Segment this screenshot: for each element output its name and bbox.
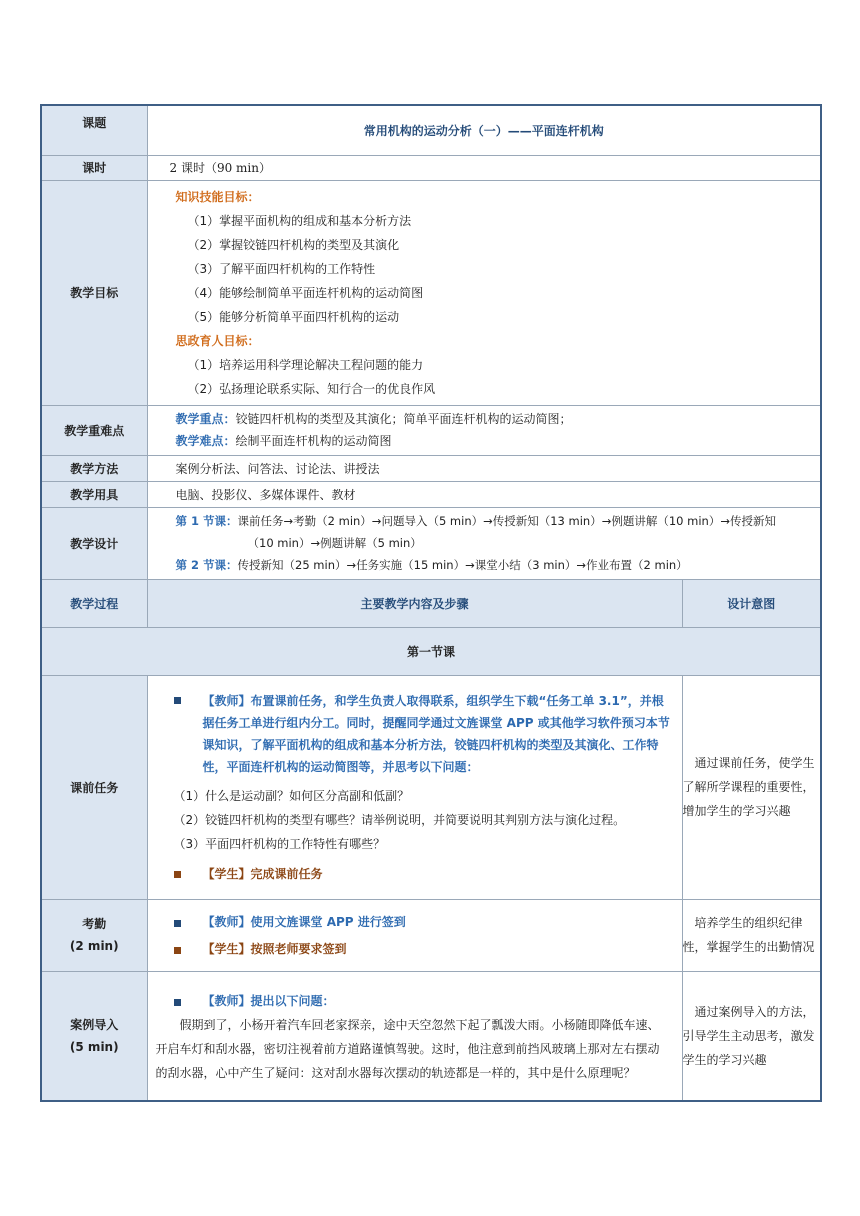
teacher-text: 布置课前任务，和学生负责人取得联系，组织学生下载“任务工单 3.1”，并根据任务工单进行组内分工。同时，提醒同学通过文旌课堂 APP 或其他学习软件预习本节课知识，了解平面机构的组成和基本分析方法，铰链四杆机构的类型及其演化、工作特性，平面连杆机构的运动简图等，并思考以下问题： (202, 694, 670, 774)
methods-value: 案例分析法、问答法、讨论法、讲授法 (147, 455, 821, 481)
knowledge-heading: 知识技能目标： (175, 189, 260, 204)
student-text: 按照老师要求签到 (250, 942, 347, 956)
methods-label: 教学方法 (41, 455, 147, 481)
difficulty-text: 绘制平面连杆机构的运动简图 (235, 434, 392, 448)
case-intro-duration: (5 min) (69, 1039, 119, 1054)
hours-label: 课时 (41, 155, 147, 180)
attendance-label: 考勤 (82, 917, 107, 931)
pre-task-row (41, 675, 821, 899)
case-intro-row (41, 971, 821, 1101)
methods-row (41, 455, 821, 481)
design-content (147, 507, 821, 579)
knowledge-item: （2）掌握铰链四杆机构的类型及其演化 (187, 237, 400, 252)
ideology-item: （1）培养运用科学理论解决工程问题的能力 (187, 357, 424, 372)
teacher-text: 使用文旌课堂 APP 进行签到 (250, 915, 406, 929)
lesson1-label: 第 1 节课： (175, 514, 238, 528)
ideology-heading: 思政育人目标： (175, 333, 260, 348)
student-text: 完成课前任务 (250, 867, 323, 881)
question-item: （3）平面四杆机构的工作特性有哪些？ (173, 837, 386, 851)
student-tag: 【学生】 (202, 942, 251, 956)
section1-row (41, 627, 821, 675)
attendance-intent-text: 培养学生的组织纪律性，掌握学生的出勤情况 (682, 916, 815, 954)
case-intro-label: 案例导入 (70, 1017, 119, 1032)
teacher-tag: 【教师】 (202, 694, 251, 708)
case-intro-label-cell (41, 971, 147, 1101)
case-intro-content (147, 971, 682, 1101)
pre-task-label: 课前任务 (41, 675, 147, 899)
knowledge-item: （3）了解平面四杆机构的工作特性 (187, 261, 376, 276)
hours-value: 2 课时（90 min） (147, 155, 821, 180)
topic-row (41, 105, 821, 155)
lesson2-text: 传授新知（25 min）→任务实施（15 min）→课堂小结（3 min）→作业布置（2 min） (237, 558, 688, 572)
section1-title: 第一节课 (41, 627, 821, 675)
attendance-label-cell (41, 899, 147, 971)
topic-title: 常用机构的运动分析（一）——平面连杆机构 (147, 105, 821, 155)
key-points-content (147, 405, 821, 455)
knowledge-item: （4）能够绘制简单平面连杆机构的运动简图 (187, 285, 424, 300)
knowledge-item: （1）掌握平面机构的组成和基本分析方法 (187, 213, 412, 228)
lesson-plan (40, 104, 820, 1102)
pre-task-student (174, 864, 674, 884)
tools-value: 电脑、投影仪、多媒体课件、教材 (147, 481, 821, 507)
tools-row (41, 481, 821, 507)
lesson1-text-cont: （10 min）→例题讲解（5 min） (247, 536, 422, 550)
bullet-square-icon (174, 947, 181, 954)
key-points-label: 教学重难点 (41, 405, 147, 455)
case-intro-intent (682, 971, 821, 1101)
teacher-tag: 【教师】 (202, 994, 251, 1009)
attendance-student (174, 940, 674, 957)
design-row (41, 507, 821, 579)
attendance-content (147, 899, 682, 971)
question-item: （1）什么是运动副？如何区分高副和低副？ (173, 789, 410, 803)
bullet-square-icon (174, 999, 181, 1006)
teacher-tag: 【教师】 (202, 915, 251, 929)
attendance-teacher (174, 913, 674, 930)
bullet-square-icon (174, 697, 181, 704)
focus-text: 铰链四杆机构的类型及其演化；简单平面连杆机构的运动简图； (235, 412, 572, 426)
process-header-col3: 设计意图 (682, 579, 821, 627)
objectives-content (147, 180, 821, 405)
process-header-col2: 主要教学内容及步骤 (147, 579, 682, 627)
focus-label: 教学重点： (175, 412, 236, 426)
objectives-row (41, 180, 821, 405)
knowledge-item: （5）能够分析简单平面四杆机构的运动 (187, 309, 400, 324)
pre-task-intent (682, 675, 821, 899)
ideology-item: （2）弘扬理论联系实际、知行合一的优良作风 (187, 381, 436, 396)
difficulty-label: 教学难点： (175, 434, 236, 448)
attendance-intent (682, 899, 821, 971)
pre-task-teacher (174, 690, 674, 778)
hours-row (41, 155, 821, 180)
topic-label: 课题 (41, 105, 147, 155)
process-header-col1: 教学过程 (41, 579, 147, 627)
tools-label: 教学用具 (41, 481, 147, 507)
case-paragraph: 假期到了，小杨开着汽车回老家探亲，途中天空忽然下起了瓢泼大雨。小杨随即降低车速、开启车灯和刮水器，密切注视着前方道路谨慎驾驶。这时，他注意到前挡风玻璃上那对左右摆动的刮水器，心中产生了疑问：这对刮水器每次摆动的轨迹都是一样的，其中是什么原理呢？ (155, 1018, 660, 1081)
question-item: （2）铰链四杆机构的类型有哪些？请举例说明，并简要说明其判别方法与演化过程。 (173, 813, 626, 827)
pre-task-content (147, 675, 682, 899)
lesson2-label: 第 2 节课： (175, 558, 238, 572)
process-header-row (41, 579, 821, 627)
attendance-duration: (2 min) (69, 939, 119, 953)
bullet-square-icon (174, 920, 181, 927)
lesson-plan-table (40, 104, 822, 1102)
student-tag: 【学生】 (202, 867, 251, 881)
bullet-square-icon (174, 871, 181, 878)
case-intro-teacher (156, 992, 676, 1009)
attendance-row (41, 899, 821, 971)
teacher-text: 提出以下问题： (250, 994, 335, 1009)
pre-task-intent-text: 通过课前任务，使学生了解所学课程的重要性，增加学生的学习兴趣 (682, 756, 815, 818)
design-label: 教学设计 (41, 507, 147, 579)
case-intro-intent-text: 通过案例导入的方法，引导学生主动思考，激发学生的学习兴趣 (682, 1004, 815, 1067)
lesson1-text: 课前任务→考勤（2 min）→问题导入（5 min）→传授新知（13 min）→例题讲解（10 min）→传授新知 (237, 514, 776, 528)
objectives-label: 教学目标 (41, 180, 147, 405)
key-points-row (41, 405, 821, 455)
